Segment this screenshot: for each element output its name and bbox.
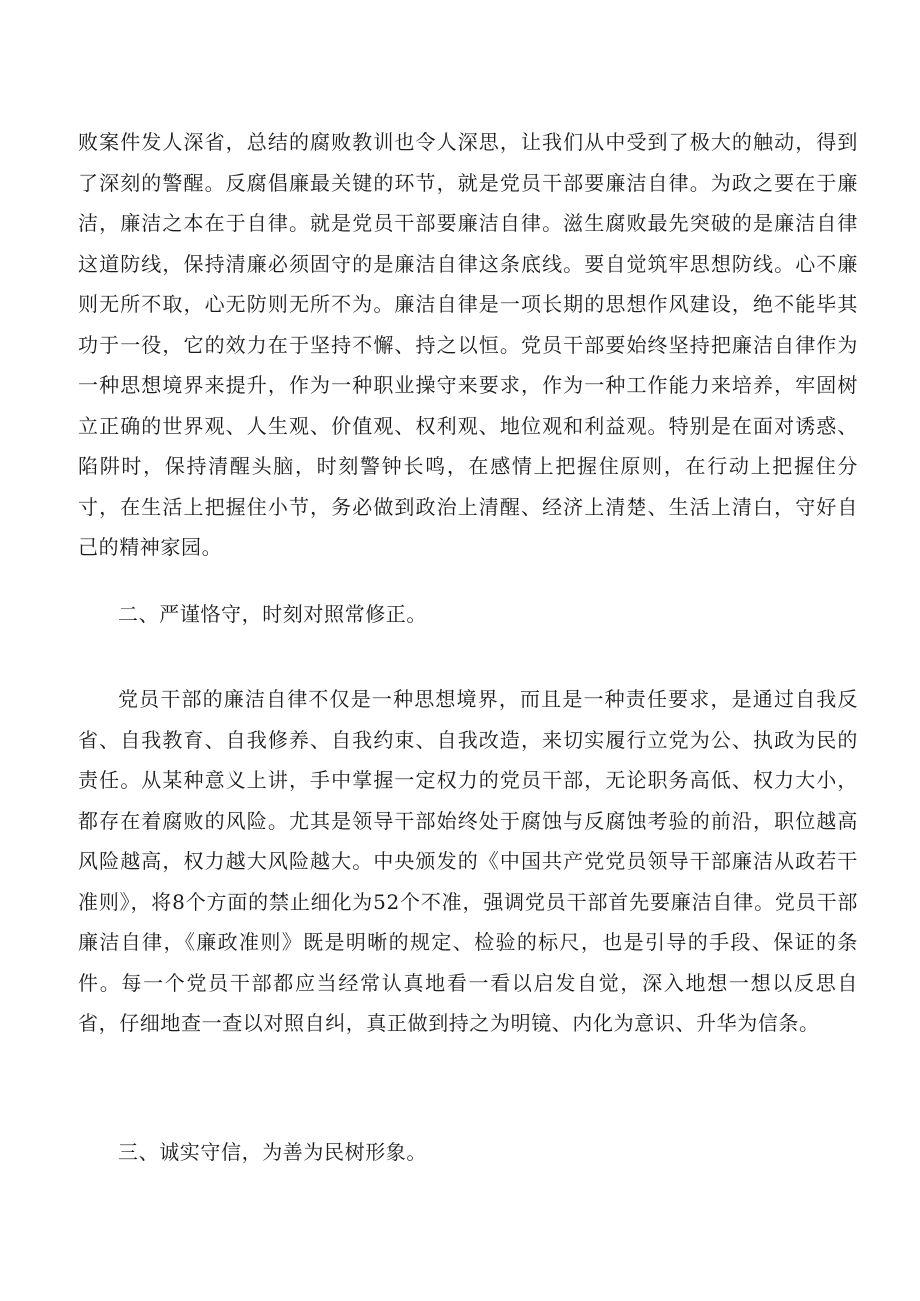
section-heading-3: 三、诚实守信，为善为民树形象。 xyxy=(118,1140,427,1164)
body-paragraph-1: 败案件发人深省，总结的腐败教训也令人深思，让我们从中受到了极大的触动，得到了深刻的警醒。反腐倡廉最关键的环节，就是党员干部要廉洁自律。为政之要在于廉洁，廉洁之本在于自律。就是党员干部要廉洁自律。滋生腐败最先突破的是廉洁自律这道防线，保持清廉必须固守的是廉洁自律这条底线。要自觉筑牢思想防线。心不廉则无所不取，心无防则无所不为。廉洁自律是一项长期的思想作风建设，绝不能毕其功于一役，它的效力在于坚持不懈、持之以恒。党员干部要始终坚持把廉洁自律作为一种思想境界来提升，作为一种职业操守来要求，作为一种工作能力来培养，牢固树立正确的世界观、人生观、价值观、权利观、地位观和利益观。特别是在面对诱惑、陷阱时，保持清醒头脑，时刻警钟长鸣，在感情上把握住原则，在行动上把握住分寸，在生活上把握住小节，务必做到政治上清醒、经济上清楚、生活上清白，守好自己的精神家园。 xyxy=(78,130,858,559)
body-paragraph-2: 党员干部的廉洁自律不仅是一种思想境界，而且是一种责任要求，是通过自我反省、自我教育、自我修养、自我约束、自我改造，来切实履行立党为公、执政为民的责任。从某种意义上讲，手中掌握一定权力的党员干部，无论职务高低、权力大小，都存在着腐败的风险。尤其是领导干部始终处于腐蚀与反腐蚀考验的前沿，职位越高风险越高，权力越大风险越大。中央颁发的《中国共产党党员领导干部廉洁从政若干准则》，将8个方面的禁止细化为52个不准，强调党员干部首先要廉洁自律。党员干部廉洁自律，《廉政准则》既是明晰的规定、检验的标尺，也是引导的手段、保证的条件。每一个党员干部都应当经常认真地看一看以启发自觉，深入地想一想以反思自省，仔细地查一查以对照自纠，真正做到持之为明镜、内化为意识、升华为信条。 xyxy=(78,687,858,1035)
section-heading-2: 二、严谨恪守，时刻对照常修正。 xyxy=(118,602,427,626)
